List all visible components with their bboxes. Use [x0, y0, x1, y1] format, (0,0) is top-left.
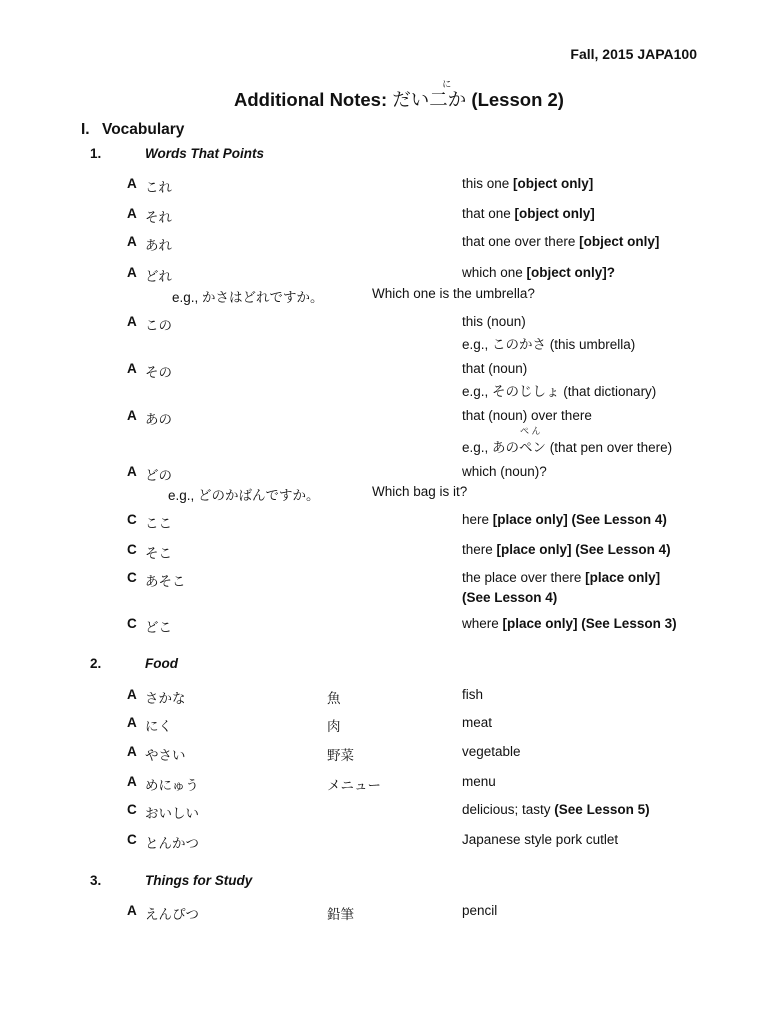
- vocab-english: [462, 832, 618, 847]
- english-text: vegetable: [462, 744, 521, 759]
- level-marker: A: [127, 234, 137, 249]
- vocab-english: which (noun)?: [462, 464, 547, 479]
- level-marker: C: [127, 616, 137, 631]
- english-text: here: [462, 512, 493, 527]
- english-note: [object only]?: [526, 265, 616, 280]
- level-marker: A: [127, 314, 137, 329]
- vocab-japanese: おいしい: [145, 806, 199, 821]
- vocab-kanji: 鉛筆: [327, 907, 354, 922]
- level-marker: A: [127, 687, 137, 702]
- vocab-japanese: あれ: [145, 238, 172, 253]
- vocab-kanji: 魚: [327, 691, 341, 706]
- level-marker: A: [127, 176, 137, 191]
- example-japanese: e.g., どのかばんですか。: [168, 488, 320, 503]
- english-note: [object only]: [513, 176, 594, 191]
- example-english: Which bag is it?: [372, 484, 468, 499]
- level-marker: A: [127, 361, 137, 376]
- english-text: where: [462, 616, 503, 631]
- english-text: this one: [462, 176, 514, 191]
- title-suffix: (Lesson 2): [466, 89, 564, 110]
- vocab-english: [462, 234, 659, 249]
- english-note: [place only] (See Lesson 4): [492, 512, 667, 527]
- page-title: [234, 79, 564, 112]
- vocab-english: [462, 744, 521, 759]
- level-marker: A: [127, 206, 137, 221]
- level-marker: A: [127, 903, 137, 918]
- english-text: fish: [462, 687, 484, 702]
- level-marker: C: [127, 512, 137, 527]
- level-marker: A: [127, 774, 137, 789]
- title-japanese: だい二か: [392, 89, 467, 110]
- example-line: e.g., あのペン (that pen over there): [462, 440, 673, 455]
- vocab-kanji: 肉: [327, 719, 341, 734]
- section-number: I.: [81, 121, 90, 138]
- vocab-japanese: どこ: [145, 620, 172, 635]
- vocab-english: this (noun): [462, 314, 526, 329]
- vocab-japanese: にく: [145, 719, 172, 734]
- level-marker: A: [127, 408, 137, 423]
- example-english: Which one is the umbrella?: [372, 286, 535, 301]
- vocab-english: [462, 616, 677, 631]
- vocab-japanese: あの: [145, 412, 172, 427]
- level-marker: C: [127, 832, 137, 847]
- vocab-english: [462, 265, 615, 280]
- vocab-japanese: どの: [145, 468, 172, 483]
- english-note: [place only]: [585, 570, 661, 585]
- vocab-kanji: メニュー: [327, 778, 381, 793]
- subsection-1-title: Words That Points: [145, 146, 265, 161]
- english-text: meat: [462, 715, 493, 730]
- example-furigana: ぺ ん: [520, 426, 541, 436]
- level-marker: C: [127, 802, 137, 817]
- level-marker: A: [127, 265, 137, 280]
- subsection-2-title: Food: [145, 656, 178, 671]
- english-text: that one over there: [462, 234, 580, 249]
- section-title: Vocabulary: [102, 121, 185, 138]
- subsection-3-number: 3.: [90, 873, 102, 888]
- subsection-1-number: 1.: [90, 146, 102, 161]
- vocab-japanese: その: [145, 365, 172, 380]
- level-marker: C: [127, 542, 137, 557]
- course-header: Fall, 2015 JAPA100: [570, 46, 697, 62]
- vocab-japanese: めにゅう: [145, 778, 199, 793]
- vocab-english: that (noun): [462, 361, 528, 376]
- english-text: the place over there: [462, 570, 586, 585]
- example-japanese: e.g., かさはどれですか。: [172, 290, 324, 305]
- english-text: delicious; tasty: [462, 802, 555, 817]
- level-marker: A: [127, 715, 137, 730]
- example-line: e.g., このかさ (this umbrella): [462, 337, 636, 352]
- vocab-english: [462, 512, 667, 527]
- english-note: [place only] (See Lesson 4): [496, 542, 671, 557]
- english-text: there: [462, 542, 497, 557]
- vocab-japanese: あそこ: [145, 574, 186, 589]
- title-prefix: Additional Notes:: [234, 89, 393, 110]
- level-marker: A: [127, 744, 137, 759]
- vocab-english: that (noun) over there: [462, 408, 592, 423]
- english-note-line2: (See Lesson 4): [462, 590, 558, 605]
- vocab-japanese: これ: [145, 180, 172, 195]
- vocab-english: [462, 206, 595, 221]
- vocab-english: [462, 176, 593, 191]
- vocab-japanese: さかな: [145, 691, 186, 706]
- example-line: e.g., そのじしょ (that dictionary): [462, 384, 657, 399]
- title-furigana: に: [442, 79, 452, 89]
- level-marker: A: [127, 464, 137, 479]
- vocab-english: [462, 774, 496, 789]
- vocab-japanese: ここ: [145, 516, 172, 531]
- vocab-kanji: 野菜: [327, 748, 354, 763]
- english-text: which one: [462, 265, 527, 280]
- vocab-english: [462, 715, 492, 730]
- english-note: [object only]: [514, 206, 595, 221]
- vocab-english: [462, 802, 650, 817]
- english-note: (See Lesson 5): [554, 802, 650, 817]
- level-marker: C: [127, 570, 137, 585]
- vocab-japanese: とんかつ: [145, 836, 199, 851]
- vocab-japanese: そこ: [145, 546, 172, 561]
- english-note: [place only] (See Lesson 3): [502, 616, 677, 631]
- english-text: Japanese style pork cutlet: [462, 832, 619, 847]
- subsection-2-number: 2.: [90, 656, 102, 671]
- vocab-english: [462, 570, 660, 585]
- vocab-english: pencil: [462, 903, 498, 918]
- subsection-3-title: Things for Study: [145, 873, 253, 888]
- vocab-japanese: この: [145, 318, 172, 333]
- vocab-english: [462, 687, 483, 702]
- english-text: menu: [462, 774, 496, 789]
- title-japanese-wrap: [392, 79, 467, 110]
- vocab-japanese: どれ: [145, 269, 172, 284]
- vocab-japanese: えんぴつ: [145, 907, 199, 922]
- english-note: [object only]: [579, 234, 660, 249]
- vocab-english: [462, 542, 671, 557]
- vocab-japanese: やさい: [145, 748, 186, 763]
- vocab-japanese: それ: [145, 210, 172, 225]
- english-text: that one: [462, 206, 515, 221]
